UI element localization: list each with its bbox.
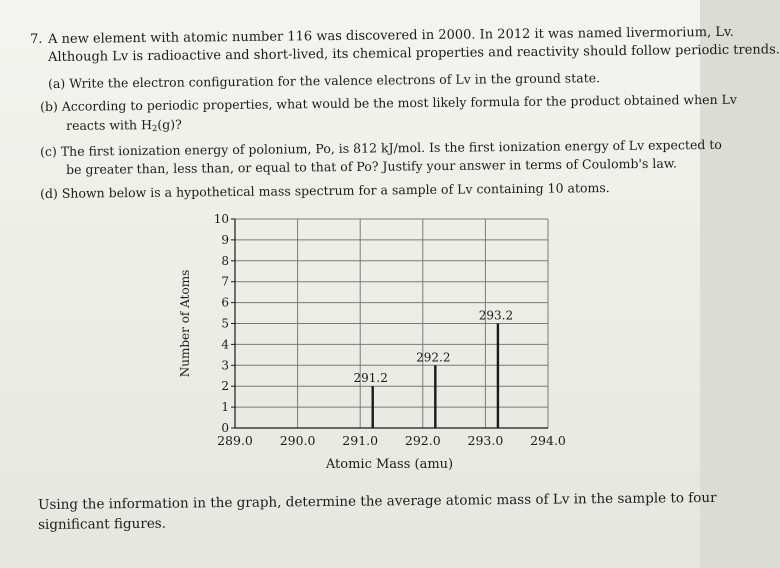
bar-data-label: 292.2 <box>416 350 451 365</box>
x-tick-label: 291.0 <box>342 433 379 448</box>
question-number: 7. <box>29 31 43 47</box>
part-b-line-1: (b) According to periodic properties, what would be the most likely formula for the product obtained when Lv <box>39 91 738 114</box>
bar-data-label: 291.2 <box>353 371 388 386</box>
x-tick-label: 290.0 <box>279 433 316 448</box>
chart-grid <box>235 219 548 428</box>
x-axis-title: Atomic Mass (amu) <box>325 457 454 472</box>
y-tick-label: 7 <box>221 274 229 289</box>
y-axis-title: Number of Atoms <box>178 269 192 378</box>
x-tick-label: 293.0 <box>467 433 504 448</box>
part-d-text: (d) Shown below is a hypothetical mass spectrum for a sample of Lv containing 10 atoms. <box>39 180 610 201</box>
y-tick-label: 2 <box>221 379 229 394</box>
question-intro-line-1: A new element with atomic number 116 was discovered in 2000. In 2012 it was named livermorium, Lv. <box>47 24 734 47</box>
y-tick-label: 3 <box>221 358 229 373</box>
part-b-text-post: (g)? <box>157 116 182 133</box>
part-b-text-pre: reacts with H <box>65 117 153 133</box>
part-a-text: (a) Write the electron configuration for the valence electrons of Lv in the ground state. <box>47 70 601 91</box>
part-b-subscript: 2 <box>151 124 158 135</box>
part-c-line-2: be greater than, less than, or equal to that of Po? Justify your answer in terms of Coulomb's law. <box>65 155 678 177</box>
question-intro-line-2: Although Lv is radioactive and short-lived, its chemical properties and reactivity should follow periodic trends. <box>47 42 780 65</box>
x-tick-label: 292.0 <box>404 433 441 448</box>
spectrum-bar <box>497 324 499 429</box>
footer-prompt-line-1: Using the information in the graph, determine the average atomic mass of Lv in the sample to four <box>37 489 717 513</box>
y-tick-label: 5 <box>221 316 229 331</box>
y-tick-label: 6 <box>221 295 229 310</box>
spectrum-bar <box>372 386 374 428</box>
part-c-line-1: (c) The first ionization energy of polonium, Po, is 812 kJ/mol. Is the first ionization energy of Lv expected to <box>39 136 722 159</box>
chart-bars <box>372 324 500 429</box>
y-tick-label: 9 <box>221 232 229 247</box>
chart-labels <box>178 212 566 472</box>
y-tick-label: 8 <box>221 253 229 268</box>
y-tick-label: 4 <box>221 337 229 352</box>
y-tick-label: 10 <box>213 212 229 226</box>
x-tick-label: 294.0 <box>530 433 566 448</box>
footer-prompt-line-2: significant figures. <box>37 515 167 533</box>
x-tick-label: 289.0 <box>217 433 253 448</box>
bar-data-label: 293.2 <box>478 308 514 323</box>
y-tick-label: 1 <box>221 400 229 415</box>
spectrum-bar <box>434 365 436 428</box>
y-tick-label: 0 <box>221 421 229 435</box>
